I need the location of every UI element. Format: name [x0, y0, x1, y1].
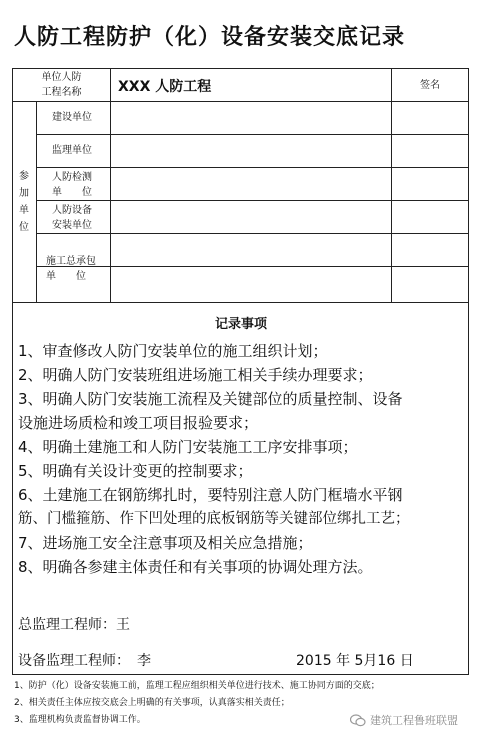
participant-label-supervision: 监理单位 — [52, 145, 92, 156]
watermark-text: 建筑工程鲁班联盟 — [370, 714, 458, 727]
record-line: 4、明确土建施工和人防门安装施工工序安排事项； — [18, 438, 358, 456]
participants-group-char: 加 — [19, 188, 29, 199]
row-divider — [36, 134, 469, 135]
row-divider — [12, 101, 469, 102]
chief-supervisor-signature: 总监理工程师：王 — [18, 617, 130, 633]
equipment-supervisor-signature: 设备监理工程师： 李 — [18, 653, 151, 669]
page-title: 人防工程防护（化）设备安装交底记录 — [14, 25, 406, 50]
note-line: 2、相关责任主体应按交底会上明确的有关事项，认真落实相关责任； — [14, 698, 290, 708]
record-line: 8、明确各参建主体责任和有关事项的协调处理方法。 — [18, 558, 373, 576]
record-line: 7、进场施工安全注意事项及相关应急措施； — [18, 534, 313, 552]
note-line: 1、防护（化）设备安装施工前，监理工程应组织相关单位进行技术、施工协同方面的交底； — [14, 681, 380, 691]
row-divider — [36, 200, 469, 201]
participant-label-inspection — [52, 170, 92, 200]
participants-group-label — [18, 168, 30, 236]
record-heading: 记录事项 — [214, 317, 267, 332]
record-line: 6、土建施工在钢筋绑扎时，要特别注意人防门框墙水平钢 — [18, 486, 403, 504]
participant-label-general-contractor-line2: 单 位 — [46, 271, 86, 282]
record-line: 筋、门槛箍筋、作下凹处理的底板钢筋等关键部位绑扎工艺； — [18, 511, 410, 527]
participant-label-construction: 建设单位 — [52, 112, 92, 123]
participant-label-general-contractor-line1: 施工总承包 — [46, 256, 96, 267]
participant-label-general-contractor — [46, 254, 96, 284]
col-divider — [36, 101, 37, 303]
participant-label-equipment-installer-line2: 安装单位 — [52, 220, 92, 231]
record-line: 5、明确有关设计变更的控制要求； — [18, 462, 253, 480]
table-border-left — [12, 68, 13, 675]
record-line: 1、审查修改人防门安装单位的施工组织计划； — [18, 342, 328, 360]
sign-label: 签名 — [420, 79, 440, 91]
participants-group-char: 单 — [19, 205, 29, 216]
unit-name-label-line1: 单位人防 — [41, 72, 82, 83]
unit-name-label-line2: 工程名称 — [41, 87, 82, 98]
table-border-bottom — [12, 674, 469, 675]
row-divider — [36, 167, 469, 168]
watermark — [350, 712, 458, 728]
participants-group-char: 参 — [19, 171, 29, 182]
record-line: 3、明确人防门安装施工流程及关键部位的质量控制、设备 — [18, 390, 403, 408]
col-divider — [110, 68, 111, 303]
participants-group-char: 位 — [19, 222, 29, 233]
participant-label-inspection-line2: 单 位 — [52, 187, 92, 198]
participant-label-equipment-installer-line1: 人防设备 — [52, 205, 92, 216]
row-divider — [36, 266, 469, 267]
table-border-right — [468, 68, 469, 675]
participant-label-equipment-installer — [52, 203, 92, 233]
record-line: 设施进场质检和竣工项目报验要求； — [18, 414, 259, 432]
note-line: 3、监理机构负责监督协调工作。 — [14, 715, 146, 725]
unit-name-label — [13, 69, 110, 101]
sign-date: 2015 年 5月16 日 — [296, 653, 414, 669]
record-line: 2、明确人防门安装班组进场施工相关手续办理要求； — [18, 366, 373, 384]
row-divider — [36, 233, 469, 234]
project-name: XXX 人防工程 — [118, 79, 212, 95]
col-divider — [391, 68, 392, 303]
wechat-icon — [350, 714, 366, 727]
row-divider — [12, 302, 469, 303]
participant-label-inspection-line1: 人防检测 — [52, 172, 92, 183]
